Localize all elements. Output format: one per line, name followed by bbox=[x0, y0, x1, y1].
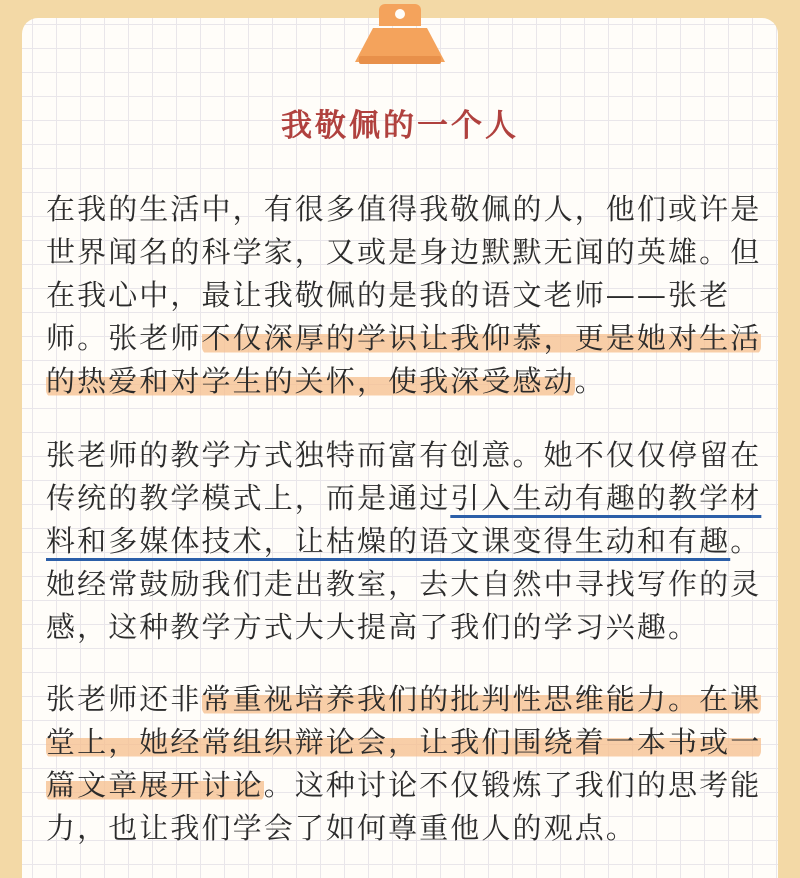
paragraph-2-text: 张老师的教学方式独特而富有创意。她不仅仅停留在传统的教学模式上，而是通过 bbox=[46, 438, 762, 515]
paragraph-3 bbox=[46, 678, 766, 850]
paragraph-1 bbox=[46, 188, 766, 403]
highlight-1: 不仅深厚的学识让我仰慕，更是她对生活的热爱和对学生的关怀，使我深受感动 bbox=[46, 321, 762, 398]
paragraph-2-end: 。她经常鼓励我们走出教室，去大自然中寻找写作的灵感，这种教学方式大大提高了我们的学习兴趣。 bbox=[46, 524, 762, 644]
paragraph-2 bbox=[46, 434, 766, 649]
page-title: 我敬佩的一个人 bbox=[281, 108, 519, 144]
underline-1: 引入生动有趣的教学材料和多媒体技术，让枯燥的语文课变得生动和有趣 bbox=[46, 481, 762, 558]
paragraph-3-text: 张老师还非 bbox=[46, 682, 202, 716]
paragraph-1-text: 在我的生活中，有很多值得我敬佩的人，他们或许是世界闻名的科学家，又或是身边默默无闻的英雄。但在我心中，最让我敬佩的是我的语文老师——张老师。张老师 bbox=[46, 192, 762, 355]
highlight-2: 常重视培养我们的批判性思维能力。在课堂上，她经常组织辩论会，让我们围绕着一本书或一篇文章展开讨论 bbox=[46, 682, 762, 802]
paper-clip-icon bbox=[345, 0, 455, 68]
paragraph-1-end: 。 bbox=[574, 364, 606, 398]
paragraph-3-end: 。这种讨论不仅锻炼了我们的思考能力，也让我们学会了如何尊重他人的观点。 bbox=[46, 768, 762, 845]
